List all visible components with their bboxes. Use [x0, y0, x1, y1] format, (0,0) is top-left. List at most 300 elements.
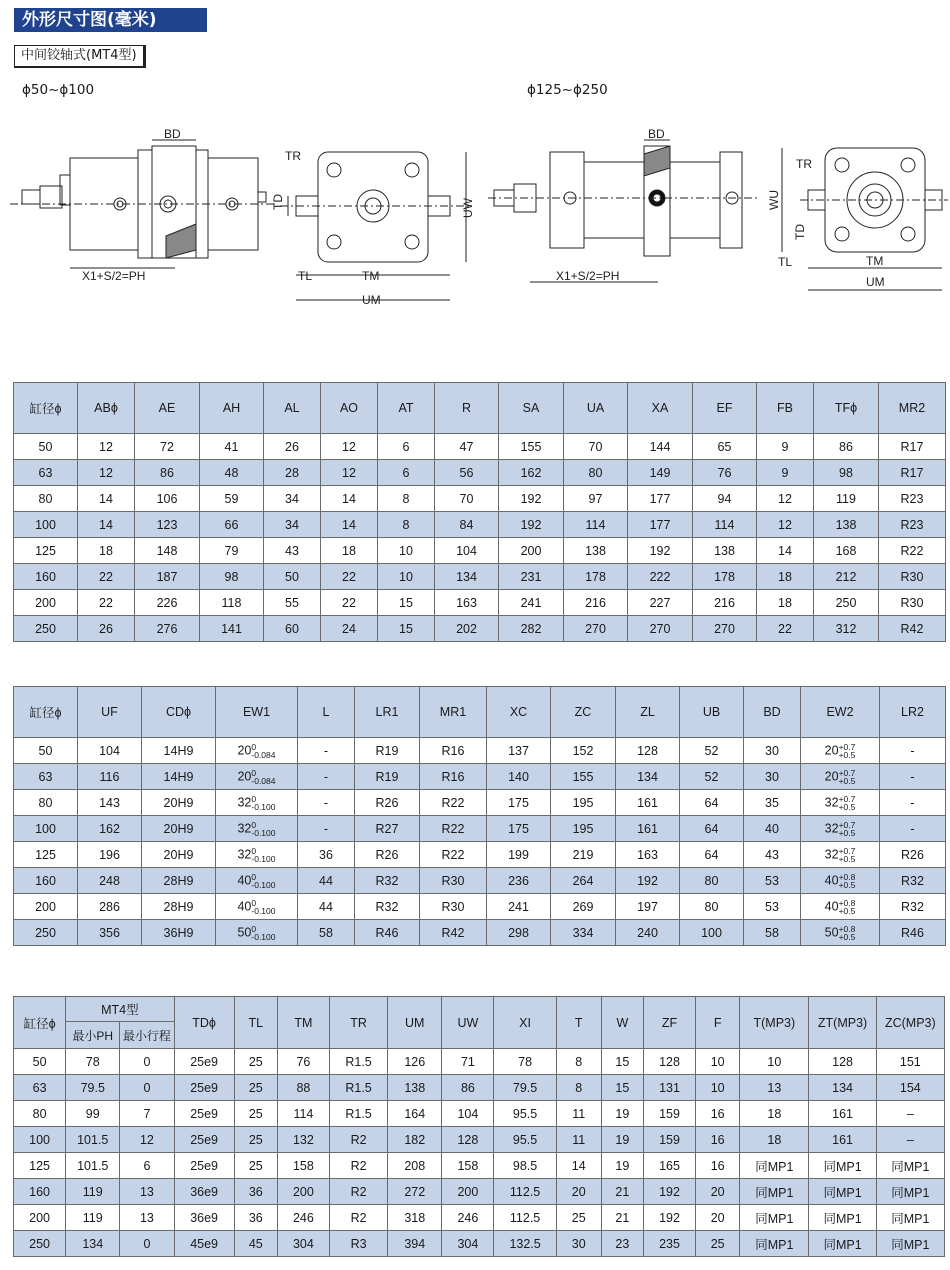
table1-cell: 34 — [264, 486, 321, 512]
table3-header: UM — [388, 997, 442, 1049]
table3-cell: 25 — [234, 1153, 277, 1179]
tolerance-lower: -0.084 — [251, 775, 276, 786]
table2-header: BD — [744, 687, 801, 738]
table1-cell: 270 — [628, 616, 693, 642]
table3-cell: 119 — [66, 1179, 120, 1205]
table2-cell — [216, 894, 298, 920]
table1-cell: 59 — [200, 486, 264, 512]
table2-cell: 30 — [744, 738, 801, 764]
table3-header: XI — [494, 997, 556, 1049]
table2-cell: 248 — [78, 868, 142, 894]
table3-cell: – — [876, 1127, 944, 1153]
table2-cell: 195 — [551, 790, 616, 816]
table1-header: FB — [757, 383, 814, 434]
table3-cell: 112.5 — [494, 1205, 556, 1231]
table3-cell: 同MP1 — [809, 1205, 876, 1231]
table1-cell: R17 — [879, 434, 946, 460]
dimension-table-2 — [13, 686, 946, 946]
table1-header: AH — [200, 383, 264, 434]
table3-cell: 98.5 — [494, 1153, 556, 1179]
table2-cell: 58 — [744, 920, 801, 946]
table3-cell: 208 — [388, 1153, 442, 1179]
table3-cell: R1.5 — [329, 1049, 387, 1075]
table2-cell: - — [880, 816, 946, 842]
tolerance-upper: +0.7 — [838, 741, 856, 752]
table3-header: 最小行程 — [120, 1022, 174, 1049]
table1-cell: 14 — [78, 512, 135, 538]
table-row — [14, 512, 946, 538]
table1-cell: 56 — [435, 460, 499, 486]
table2-cell: 53 — [744, 894, 801, 920]
table3-cell: 19 — [601, 1127, 643, 1153]
table2-cell: R22 — [420, 842, 487, 868]
table3-cell: 21 — [601, 1205, 643, 1231]
table2-cell — [801, 790, 880, 816]
table1-cell: 94 — [693, 486, 757, 512]
table1-cell: 168 — [814, 538, 879, 564]
table3-cell: 165 — [643, 1153, 695, 1179]
table-row — [14, 1075, 945, 1101]
label-tm-1: TM — [362, 269, 380, 283]
table1-cell: 192 — [499, 486, 564, 512]
table3-cell: 8 — [556, 1049, 601, 1075]
table3-cell: 78 — [494, 1049, 556, 1075]
table3-cell: 71 — [442, 1049, 494, 1075]
table1-cell: 8 — [378, 486, 435, 512]
table2-cell: 43 — [744, 842, 801, 868]
table-row — [14, 434, 946, 460]
table2-cell — [801, 894, 880, 920]
table1-cell: 80 — [564, 460, 628, 486]
table3-cell: 8 — [556, 1075, 601, 1101]
table1-cell: 86 — [814, 434, 879, 460]
table2-header: EW1 — [216, 687, 298, 738]
tolerance-upper: +0.8 — [838, 897, 856, 908]
table3-cell: – — [876, 1101, 944, 1127]
table-row — [14, 816, 946, 842]
tolerance-base: 32 — [824, 794, 839, 809]
table3-cell: 同MP1 — [740, 1153, 809, 1179]
tolerance-upper: 0 — [251, 793, 257, 804]
table1-cell: 123 — [135, 512, 200, 538]
table2-cell: 128 — [616, 738, 680, 764]
table2-cell: 44 — [298, 894, 355, 920]
table1-cell: 6 — [378, 434, 435, 460]
table3-cell: R2 — [329, 1179, 387, 1205]
table1-header: XA — [628, 383, 693, 434]
tolerance-lower: -0.100 — [251, 853, 276, 864]
table3-cell: 128 — [809, 1049, 876, 1075]
table1-cell: 125 — [14, 538, 78, 564]
label-um-1: UM — [362, 293, 381, 307]
table1-cell: 60 — [264, 616, 321, 642]
tolerance-lower: -0.100 — [251, 827, 276, 838]
table1-cell: 177 — [628, 512, 693, 538]
table2-cell: 155 — [551, 764, 616, 790]
table2-cell: R30 — [420, 894, 487, 920]
label-wu-2: WU — [767, 190, 781, 210]
table2-cell: R27 — [355, 816, 420, 842]
table3-cell: 95.5 — [494, 1127, 556, 1153]
table3-cell: 同MP1 — [809, 1231, 876, 1257]
table1-cell: 70 — [435, 486, 499, 512]
table2-header: MR1 — [420, 687, 487, 738]
table-row — [14, 868, 946, 894]
table2-cell: 14H9 — [142, 738, 216, 764]
table2-cell: 137 — [487, 738, 551, 764]
table-row — [14, 486, 946, 512]
table1-cell: 202 — [435, 616, 499, 642]
table1-cell: 134 — [435, 564, 499, 590]
table2-cell — [801, 764, 880, 790]
table3-cell: 36 — [234, 1179, 277, 1205]
table2-cell: 195 — [551, 816, 616, 842]
table1-header: SA — [499, 383, 564, 434]
table3-cell: 119 — [66, 1205, 120, 1231]
table2-cell: 80 — [680, 868, 744, 894]
table3-header: T(MP3) — [740, 997, 809, 1049]
table1-cell: 162 — [499, 460, 564, 486]
table3-cell: 25e9 — [174, 1075, 234, 1101]
table3-cell: 19 — [601, 1101, 643, 1127]
table1-cell: 119 — [814, 486, 879, 512]
table1-cell: 282 — [499, 616, 564, 642]
tolerance-limits — [839, 899, 856, 915]
tolerance-lower: -0.084 — [251, 749, 276, 760]
table3-cell: 101.5 — [66, 1153, 120, 1179]
table3-cell: 132 — [277, 1127, 329, 1153]
table2-cell: 80 — [14, 790, 78, 816]
label-tl-1: TL — [298, 269, 313, 283]
table1-cell: 118 — [200, 590, 264, 616]
table2-header: UB — [680, 687, 744, 738]
table2-cell: 64 — [680, 790, 744, 816]
table2-cell: - — [298, 738, 355, 764]
tolerance-limits — [251, 925, 275, 941]
table1-cell: 15 — [378, 590, 435, 616]
table2-cell: 140 — [487, 764, 551, 790]
table1-header: UA — [564, 383, 628, 434]
table2-cell: R32 — [355, 868, 420, 894]
table2-header: ZL — [616, 687, 680, 738]
table3-cell: 182 — [388, 1127, 442, 1153]
table-row — [14, 460, 946, 486]
table1-cell: 86 — [135, 460, 200, 486]
table1-header: AL — [264, 383, 321, 434]
table-row — [14, 564, 946, 590]
table3-cell: 0 — [120, 1231, 174, 1257]
table3-cell: 161 — [809, 1127, 876, 1153]
table2-cell: 240 — [616, 920, 680, 946]
table2-cell: 64 — [680, 816, 744, 842]
table1-cell: 155 — [499, 434, 564, 460]
table1-cell: 227 — [628, 590, 693, 616]
table3-header: TDϕ — [174, 997, 234, 1049]
table2-header: XC — [487, 687, 551, 738]
tolerance-base: 40 — [824, 872, 839, 887]
table1-cell: 22 — [78, 590, 135, 616]
table2-cell — [801, 920, 880, 946]
tolerance-lower: +0.5 — [838, 775, 856, 786]
tolerance-upper: +0.7 — [838, 819, 856, 830]
table-row — [14, 1153, 945, 1179]
table2-cell — [216, 738, 298, 764]
table3-cell: 318 — [388, 1205, 442, 1231]
table2-cell: 250 — [14, 920, 78, 946]
table1-cell: R42 — [879, 616, 946, 642]
table1-cell: 84 — [435, 512, 499, 538]
table-row — [14, 538, 946, 564]
table2-cell: - — [880, 764, 946, 790]
table3-cell: 192 — [643, 1205, 695, 1231]
table3-cell: 0 — [120, 1075, 174, 1101]
table1-cell: 65 — [693, 434, 757, 460]
table1-cell: 9 — [757, 434, 814, 460]
table3-header: ZF — [643, 997, 695, 1049]
table1-cell: 216 — [693, 590, 757, 616]
table1-cell: 231 — [499, 564, 564, 590]
table3-cell: 200 — [442, 1179, 494, 1205]
table-row — [14, 1101, 945, 1127]
table1-cell: R17 — [879, 460, 946, 486]
tolerance-limits — [839, 821, 856, 837]
tolerance-base: 40 — [237, 898, 252, 913]
table2-header: UF — [78, 687, 142, 738]
table1-cell: 250 — [814, 590, 879, 616]
label-ph-2: X1+S/2=PH — [556, 269, 620, 283]
table1-cell: 22 — [757, 616, 814, 642]
table1-header: EF — [693, 383, 757, 434]
table2-cell — [801, 738, 880, 764]
table2-cell: 200 — [14, 894, 78, 920]
table1-cell: 12 — [321, 434, 378, 460]
table3-cell: 158 — [442, 1153, 494, 1179]
table2-cell: 175 — [487, 816, 551, 842]
table2-cell: 104 — [78, 738, 142, 764]
tolerance-limits — [251, 743, 275, 759]
table1-cell: 106 — [135, 486, 200, 512]
table2-cell: 143 — [78, 790, 142, 816]
table3-cell: 250 — [14, 1231, 66, 1257]
table3-cell: 10 — [696, 1049, 740, 1075]
table1-cell: 104 — [435, 538, 499, 564]
table3-cell: 128 — [442, 1127, 494, 1153]
table3-cell: 246 — [277, 1205, 329, 1231]
table2-cell: 163 — [616, 842, 680, 868]
table1-cell: 34 — [264, 512, 321, 538]
table-row — [14, 790, 946, 816]
table3-cell: 25 — [556, 1205, 601, 1231]
table2-cell: 50 — [14, 738, 78, 764]
tolerance-lower: +0.5 — [838, 853, 856, 864]
table3-cell: 80 — [14, 1101, 66, 1127]
table3-cell: 同MP1 — [876, 1153, 944, 1179]
table3-cell: 101.5 — [66, 1127, 120, 1153]
table2-header: LR2 — [880, 687, 946, 738]
table1-cell: 50 — [264, 564, 321, 590]
table3-cell: 76 — [277, 1049, 329, 1075]
table2-cell: 162 — [78, 816, 142, 842]
table3-cell: 15 — [601, 1049, 643, 1075]
table2-cell: R32 — [880, 894, 946, 920]
table1-cell: 114 — [564, 512, 628, 538]
table1-cell: 222 — [628, 564, 693, 590]
table2-cell — [801, 816, 880, 842]
table1-header: AT — [378, 383, 435, 434]
table2-cell: R32 — [880, 868, 946, 894]
table2-cell: 44 — [298, 868, 355, 894]
table1-cell: 18 — [757, 590, 814, 616]
table3-cell: 394 — [388, 1231, 442, 1257]
table3-cell: 25 — [234, 1127, 277, 1153]
table2-cell: 175 — [487, 790, 551, 816]
table3-cell: 同MP1 — [809, 1179, 876, 1205]
table3-cell: 36e9 — [174, 1205, 234, 1231]
table3-header: UW — [442, 997, 494, 1049]
tolerance-limits — [251, 821, 275, 837]
table1-cell: 149 — [628, 460, 693, 486]
table-row — [14, 764, 946, 790]
tolerance-base: 20 — [237, 742, 252, 757]
tolerance-upper: 0 — [251, 897, 257, 908]
table1-cell: 14 — [321, 512, 378, 538]
tolerance-base: 20 — [824, 742, 839, 757]
table3-cell: 200 — [277, 1179, 329, 1205]
table2-cell: 219 — [551, 842, 616, 868]
table1-cell: 270 — [564, 616, 628, 642]
tolerance-limits — [251, 847, 275, 863]
table1-cell: 50 — [14, 434, 78, 460]
table3-cell: 10 — [696, 1075, 740, 1101]
table2-cell: 80 — [680, 894, 744, 920]
table3-cell: 25 — [234, 1049, 277, 1075]
table3-cell: 88 — [277, 1075, 329, 1101]
dimension-table-1 — [13, 382, 946, 642]
tolerance-base: 50 — [824, 924, 839, 939]
table2-cell: 298 — [487, 920, 551, 946]
table-row — [14, 1127, 945, 1153]
table3-cell: 10 — [740, 1049, 809, 1075]
table1-cell: 43 — [264, 538, 321, 564]
table3-header: TL — [234, 997, 277, 1049]
table1-cell: 24 — [321, 616, 378, 642]
table1-cell: 18 — [78, 538, 135, 564]
table1-cell: 138 — [564, 538, 628, 564]
table-row — [14, 1205, 945, 1231]
table3-cell: 45 — [234, 1231, 277, 1257]
table2-cell: 63 — [14, 764, 78, 790]
table1-cell: 9 — [757, 460, 814, 486]
table1-cell: 63 — [14, 460, 78, 486]
table1-header: R — [435, 383, 499, 434]
table2-cell: 197 — [616, 894, 680, 920]
table2-cell: 264 — [551, 868, 616, 894]
table2-cell: - — [298, 764, 355, 790]
table3-cell: 100 — [14, 1127, 66, 1153]
tolerance-lower: -0.100 — [251, 879, 276, 890]
table3-cell: R1.5 — [329, 1075, 387, 1101]
table1-cell: 200 — [499, 538, 564, 564]
table3-cell: 13 — [120, 1205, 174, 1231]
table3-cell: 16 — [696, 1127, 740, 1153]
table1-cell: 212 — [814, 564, 879, 590]
table3-cell: 79.5 — [494, 1075, 556, 1101]
table1-cell: R30 — [879, 564, 946, 590]
table3-cell: 0 — [120, 1049, 174, 1075]
table1-cell: 10 — [378, 538, 435, 564]
table-row — [14, 920, 946, 946]
table1-cell: 26 — [78, 616, 135, 642]
table3-cell: 同MP1 — [740, 1231, 809, 1257]
table2-header: 缸径ϕ — [14, 687, 78, 738]
table3-cell: 99 — [66, 1101, 120, 1127]
tolerance-lower: +0.5 — [838, 931, 856, 942]
label-uw-1: UW — [461, 198, 475, 218]
table2-header: ZC — [551, 687, 616, 738]
label-td-1: TD — [271, 194, 285, 210]
table1-cell: 15 — [378, 616, 435, 642]
table3-cell: 18 — [740, 1101, 809, 1127]
table2-cell — [216, 920, 298, 946]
table1-cell: 26 — [264, 434, 321, 460]
table2-cell: 161 — [616, 816, 680, 842]
table1-cell: 98 — [814, 460, 879, 486]
table2-cell: 28H9 — [142, 894, 216, 920]
table3-cell: 11 — [556, 1101, 601, 1127]
table-row — [14, 842, 946, 868]
table2-cell: R22 — [420, 816, 487, 842]
table2-cell — [216, 868, 298, 894]
table3-cell: 192 — [643, 1179, 695, 1205]
table2-cell: 35 — [744, 790, 801, 816]
table3-cell: 131 — [643, 1075, 695, 1101]
table2-cell: 58 — [298, 920, 355, 946]
table1-cell: 6 — [378, 460, 435, 486]
table1-cell: 200 — [14, 590, 78, 616]
table1-cell: 178 — [693, 564, 757, 590]
table3-cell: 同MP1 — [876, 1231, 944, 1257]
table-row — [14, 1049, 945, 1075]
table2-cell — [216, 816, 298, 842]
page-title: 外形尺寸图(毫米) — [14, 8, 207, 32]
tolerance-limits — [839, 743, 856, 759]
table1-cell: 14 — [78, 486, 135, 512]
table3-cell: 154 — [876, 1075, 944, 1101]
label-bd-2: BD — [648, 127, 665, 141]
label-tr-1: TR — [285, 149, 301, 163]
table1-cell: 12 — [321, 460, 378, 486]
tolerance-base: 50 — [237, 924, 252, 939]
table2-cell: 30 — [744, 764, 801, 790]
table1-cell: 8 — [378, 512, 435, 538]
table1-cell: 216 — [564, 590, 628, 616]
tolerance-upper: +0.8 — [838, 871, 856, 882]
table3-cell: R2 — [329, 1127, 387, 1153]
table1-cell: 100 — [14, 512, 78, 538]
table1-cell: R30 — [879, 590, 946, 616]
table2-cell: 64 — [680, 842, 744, 868]
table3-cell: 同MP1 — [809, 1153, 876, 1179]
table1-cell: 80 — [14, 486, 78, 512]
tolerance-base: 32 — [237, 794, 252, 809]
tolerance-base: 32 — [824, 846, 839, 861]
table3-cell: 132.5 — [494, 1231, 556, 1257]
tolerance-limits — [251, 795, 275, 811]
table3-cell: 16 — [696, 1153, 740, 1179]
table1-cell: 28 — [264, 460, 321, 486]
table3-cell: R2 — [329, 1153, 387, 1179]
table3-cell: 86 — [442, 1075, 494, 1101]
